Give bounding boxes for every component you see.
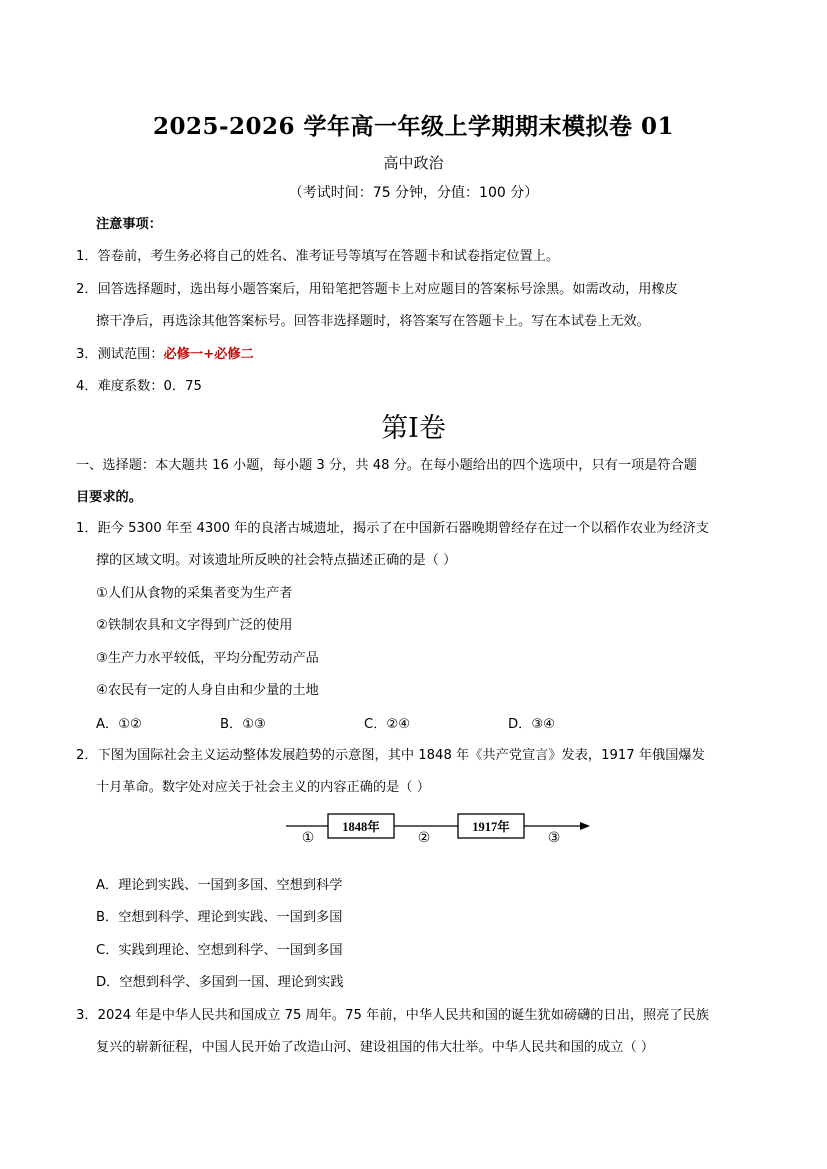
q1-option-b[interactable]: B．①③ [220, 717, 266, 732]
note-3 [76, 346, 254, 364]
box-1848-label: 1848年 [342, 820, 380, 834]
question-number: 2． [76, 748, 98, 763]
note-text: 答卷前，考生务必将自己的姓名、准考证号等填写在答题卡和试卷指定位置上。 [97, 249, 560, 264]
q1-stem-line2: 撑的区域文明。对该遗址所反映的社会特点描述正确的是（ ） [96, 553, 457, 568]
note-2-continued: 擦干净后，再选涂其他答案标号。回答非选择题时，将答案写在答题卡上。写在本试卷上无效。 [96, 314, 650, 329]
q1-text: 距今 5300 年至 4300 年的良渚古城遗址，揭示了在中国新石器晚期曾经存在过一个以稻作农业为经济支 [97, 521, 709, 536]
q1-statement-4: ④农民有一定的人身自由和少量的土地 [96, 683, 319, 698]
subject-name: 高中政治 [383, 154, 444, 172]
q2-option-c[interactable]: C．实践到理论、空想到科学、一国到多国 [96, 943, 343, 958]
q2-text: 下图为国际社会主义运动整体发展趋势的示意图，其中 1848 年《共产党宣言》发表，1917 年俄国爆发 [97, 748, 705, 763]
exam-title: 2025-2026 学年高一年级上学期期末模拟卷 01 [152, 113, 675, 140]
q1-stem-line1 [76, 520, 709, 538]
q2-option-b[interactable]: B．空想到科学、理论到实践、一国到多国 [96, 910, 343, 925]
mark-1: ① [301, 830, 315, 846]
note-number: 1． [76, 249, 98, 264]
q3-text: 2024 年是中华人民共和国成立 75 周年。75 年前，中华人民共和国的诞生犹如磅礴的日出，照亮了民族 [97, 1008, 709, 1023]
note-number: 4． [76, 379, 98, 394]
q1-option-d[interactable]: D．③④ [508, 717, 555, 732]
mark-3: ③ [547, 830, 561, 846]
note-4 [76, 378, 202, 396]
note-text: 回答选择题时，选出每小题答案后，用铅笔把答题卡上对应题目的答案标号涂黑。如需改动，用橡皮 [97, 282, 678, 297]
q2-option-a[interactable]: A．理论到实践、一国到多国、空想到科学 [96, 878, 343, 893]
question-number: 1． [76, 521, 98, 536]
note-text: 难度系数：0．75 [97, 379, 202, 394]
q2-stem-line1 [76, 747, 705, 765]
note-1 [76, 248, 559, 266]
q2-timeline-diagram [282, 808, 594, 848]
q1-statement-2: ②铁制农具和文字得到广泛的使用 [96, 618, 293, 633]
q2-option-d[interactable]: D．空想到科学、多国到一国、理论到实践 [96, 975, 344, 990]
note-label: 测试范围： [97, 347, 164, 362]
q1-statement-1: ①人们从食物的采集者变为生产者 [96, 586, 293, 601]
arrow-head-icon [580, 822, 590, 830]
section-instructions-line2: 目要求的。 [76, 490, 142, 505]
mark-2: ② [417, 830, 431, 846]
exam-info: （考试时间：75 分钟，分值：100 分） [288, 185, 539, 201]
q2-stem-line2: 十月革命。数字处对应关于社会主义的内容正确的是（ ） [96, 780, 430, 795]
q3-stem-line2: 复兴的崭新征程，中国人民开始了改造山河、建设祖国的伟大壮举。中华人民共和国的成立（ ） [96, 1040, 655, 1055]
note-2 [76, 281, 678, 299]
q1-option-a[interactable]: A．①② [96, 717, 142, 732]
q3-stem-line1 [76, 1007, 709, 1025]
test-scope-value: 必修一+必修二 [163, 347, 254, 362]
section-instructions-line1: 一、选择题：本大题共 16 小题，每小题 3 分，共 48 分。在每小题给出的四个选项中，只有一项是符合题 [76, 458, 697, 473]
note-number: 2． [76, 282, 98, 297]
notes-heading: 注意事项： [96, 217, 162, 232]
q1-option-c[interactable]: C．②④ [364, 717, 411, 732]
note-number: 3． [76, 347, 98, 362]
q1-statement-3: ③生产力水平较低，平均分配劳动产品 [96, 651, 319, 666]
box-1917-label: 1917年 [472, 820, 510, 834]
q1-options [96, 713, 716, 733]
question-number: 3． [76, 1008, 98, 1023]
volume-title: 第Ⅰ卷 [381, 413, 446, 444]
